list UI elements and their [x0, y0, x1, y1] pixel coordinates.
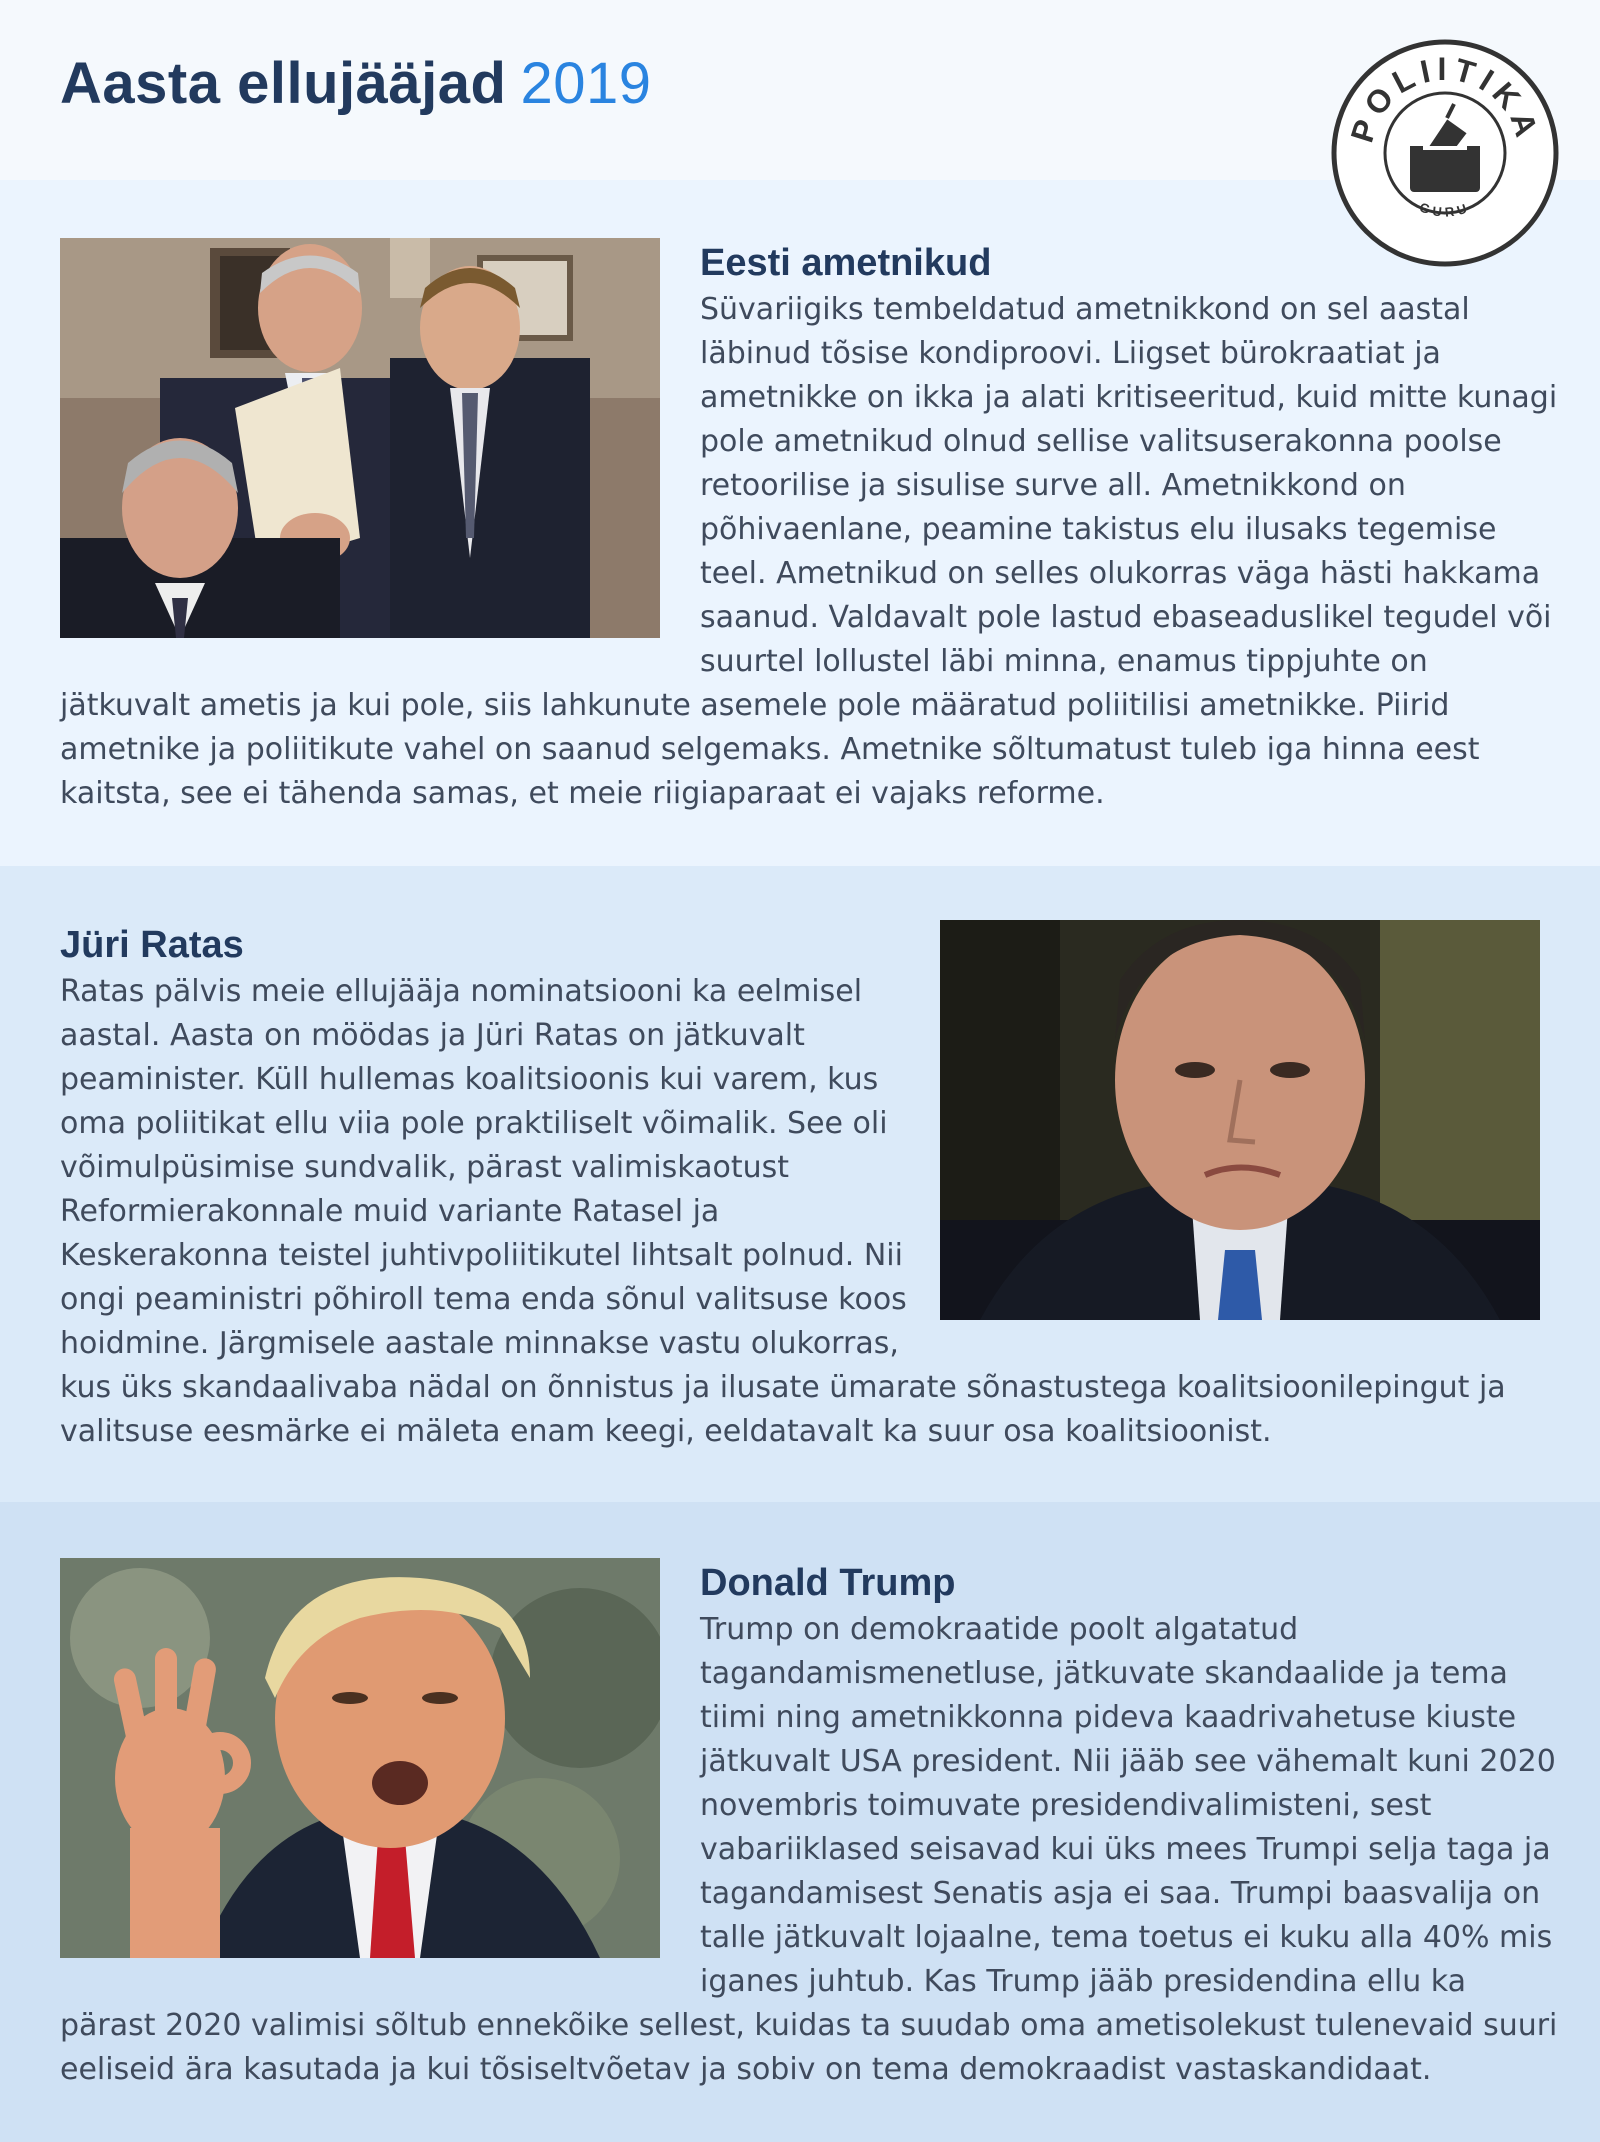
article-juri-ratas [60, 920, 1560, 1454]
politiika-guru-logo [1330, 38, 1560, 268]
title-text: Aasta ellujääjad [60, 51, 507, 116]
logo-text: POLIITIKA [1343, 50, 1547, 147]
logo-subtext: GURU [1417, 199, 1473, 220]
article-body: Trump on demokraatide poolt algatatud tagandamismenetluse, jätkuvate skandaalide ja tema tiimi ning ametnikkonna pideva kaadrivahetuse kiuste jätkuvalt USA president. Nii jääb see vähemalt kuni 2020 novembris toimuvate presidendivalimisteni, sest vabariiklased seisavad kui üks mees Trumpi selja taga ja tagandamisest Senatis asja ei saa. Trumpi baasvalija on talle jätkuvalt lojaalne, tema toetus ei kuku alla 40% mis iganes juhtub. Kas Trump jääb presidendina ellu ka pärast 2020 valimisi sõltub ennekõike sellest, kuidas ta suudab oma ametisolekust tulenevaid suuri eeliseid ära kasutada ja kui tõsiseltvõetav ja sobiv on tema demokraadist vastaskandidaat. [60, 1612, 1558, 2087]
page-title [60, 50, 651, 117]
section-eesti-ametnikud [0, 180, 1600, 866]
section-juri-ratas [0, 866, 1600, 1502]
section-donald-trump [0, 1502, 1600, 2142]
article-eesti-ametnikud [60, 238, 1560, 816]
article-donald-trump [60, 1558, 1560, 2092]
title-year: 2019 [520, 51, 652, 116]
article-body: Süvariigiks tembeldatud ametnikkond on sel aastal läbinud tõsise kondiproovi. Liigset bürokraatiat ja ametnikke on ikka ja alati kritiseeritud, kuid mitte kunagi pole ametnikud olnud sellise valitsuserakonna poolse retoorilise ja sisulise surve all. Ametnikkond on põhivaenlane, peamine takistus elu ilusaks tegemise teel. Ametnikud on selles olukorras väga hästi hakkama saanud. Valdavalt pole lastud ebaseaduslikel tegudel või suurtel lollustel läbi minna, enamus tippjuhte on jätkuvalt ametis ja kui pole, siis lahkunute asemele pole määratud poliitilisi ametnikke. Piirid ametnike ja poliitikute vahel on saanud selgemaks. Ametnike sõltumatust tuleb iga hinna eest kaitsta, see ei tähenda samas, et meie riigiaparaat ei vajaks reforme. [60, 292, 1558, 811]
article-heading: Jüri Ratas [60, 924, 244, 966]
article-heading: Donald Trump [700, 1562, 956, 1604]
article-body: Ratas pälvis meie ellujääja nominatsiooni ka eelmisel aastal. Aasta on möödas ja Jüri Ratas on jätkuvalt peaminister. Küll hullemas koalitsioonis kui varem, kus oma poliitikat ellu viia pole praktiliselt võimalik. See oli võimulpüsimise sundvalik, pärast valimiskaotust Reformierakonnale muid variante Ratasel ja Keskerakonna teistel juhtivpoliitikutel lihtsalt polnud. Nii ongi peaministri põhiroll tema enda sõnul valitsuse koos hoidmine. Järgmisele aastale minnakse vastu olukorras, kus üks skandaalivaba nädal on õnnistus ja ilusate ümarate sõnastustega koalitsioonilepingut ja valitsuse eesmärke ei mäleta enam keegi, eeldatavalt ka suur osa koalitsioonist. [60, 974, 1506, 1449]
article-heading: Eesti ametnikud [700, 242, 992, 284]
